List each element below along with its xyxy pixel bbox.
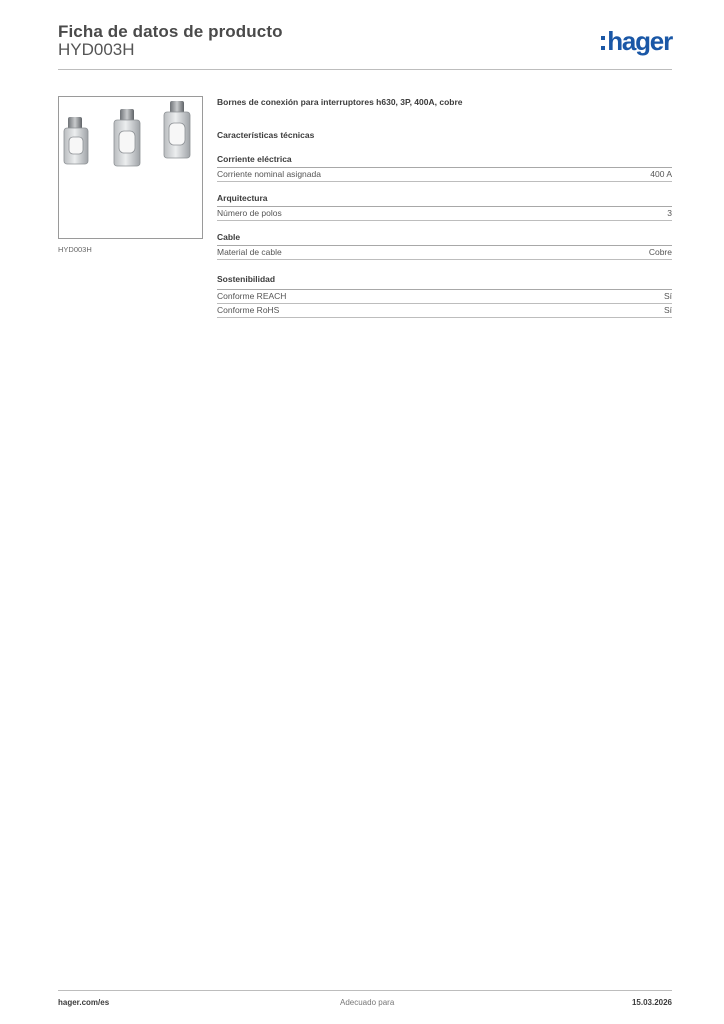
spec-row — [217, 290, 672, 304]
section-electric-current — [217, 154, 672, 182]
hager-logo-dots-icon — [601, 36, 605, 50]
spec-label: Conforme RoHS — [217, 305, 280, 315]
product-details — [217, 96, 672, 318]
section-sustainability — [217, 273, 672, 318]
section-title: Cable — [217, 232, 672, 246]
section-architecture — [217, 193, 672, 221]
spec-row — [217, 246, 672, 260]
spec-value: Cobre — [648, 247, 672, 257]
section-cable — [217, 232, 672, 260]
footer-website-link[interactable]: hager.com/es — [58, 998, 110, 1007]
product-image-caption: HYD003H — [58, 245, 92, 254]
document-title: Ficha de datos de producto — [58, 22, 283, 41]
section-title: Corriente eléctrica — [217, 154, 672, 168]
spec-value: 400 A — [650, 169, 672, 179]
spec-label: Material de cable — [217, 247, 282, 257]
page-header — [58, 20, 672, 70]
spec-value: Sí — [663, 291, 672, 301]
logo-text: hager — [607, 26, 672, 56]
spec-label: Conforme REACH — [217, 291, 287, 301]
spec-value: 3 — [667, 208, 672, 218]
section-title: Arquitectura — [217, 193, 672, 207]
footer-date: 15.03.2026 — [631, 998, 672, 1007]
hager-logo — [601, 26, 672, 56]
technical-characteristics-title: Características técnicas — [217, 130, 315, 140]
product-description: Bornes de conexión para interruptores h630, 3P, 400A, cobre — [217, 97, 463, 107]
spec-row — [217, 207, 672, 221]
spec-row — [217, 304, 672, 318]
footer-suitable-for: Adecuado para — [340, 998, 395, 1007]
spec-label: Corriente nominal asignada — [217, 169, 321, 179]
terminal-blocks-image-icon — [59, 97, 202, 238]
product-image — [58, 96, 203, 239]
spec-label: Número de polos — [217, 208, 282, 218]
section-title: Sostenibilidad — [217, 273, 672, 290]
product-code: HYD003H — [58, 40, 135, 59]
header-divider — [58, 69, 672, 70]
footer-divider — [58, 990, 672, 991]
spec-value: Sí — [663, 305, 672, 315]
spec-row — [217, 168, 672, 182]
